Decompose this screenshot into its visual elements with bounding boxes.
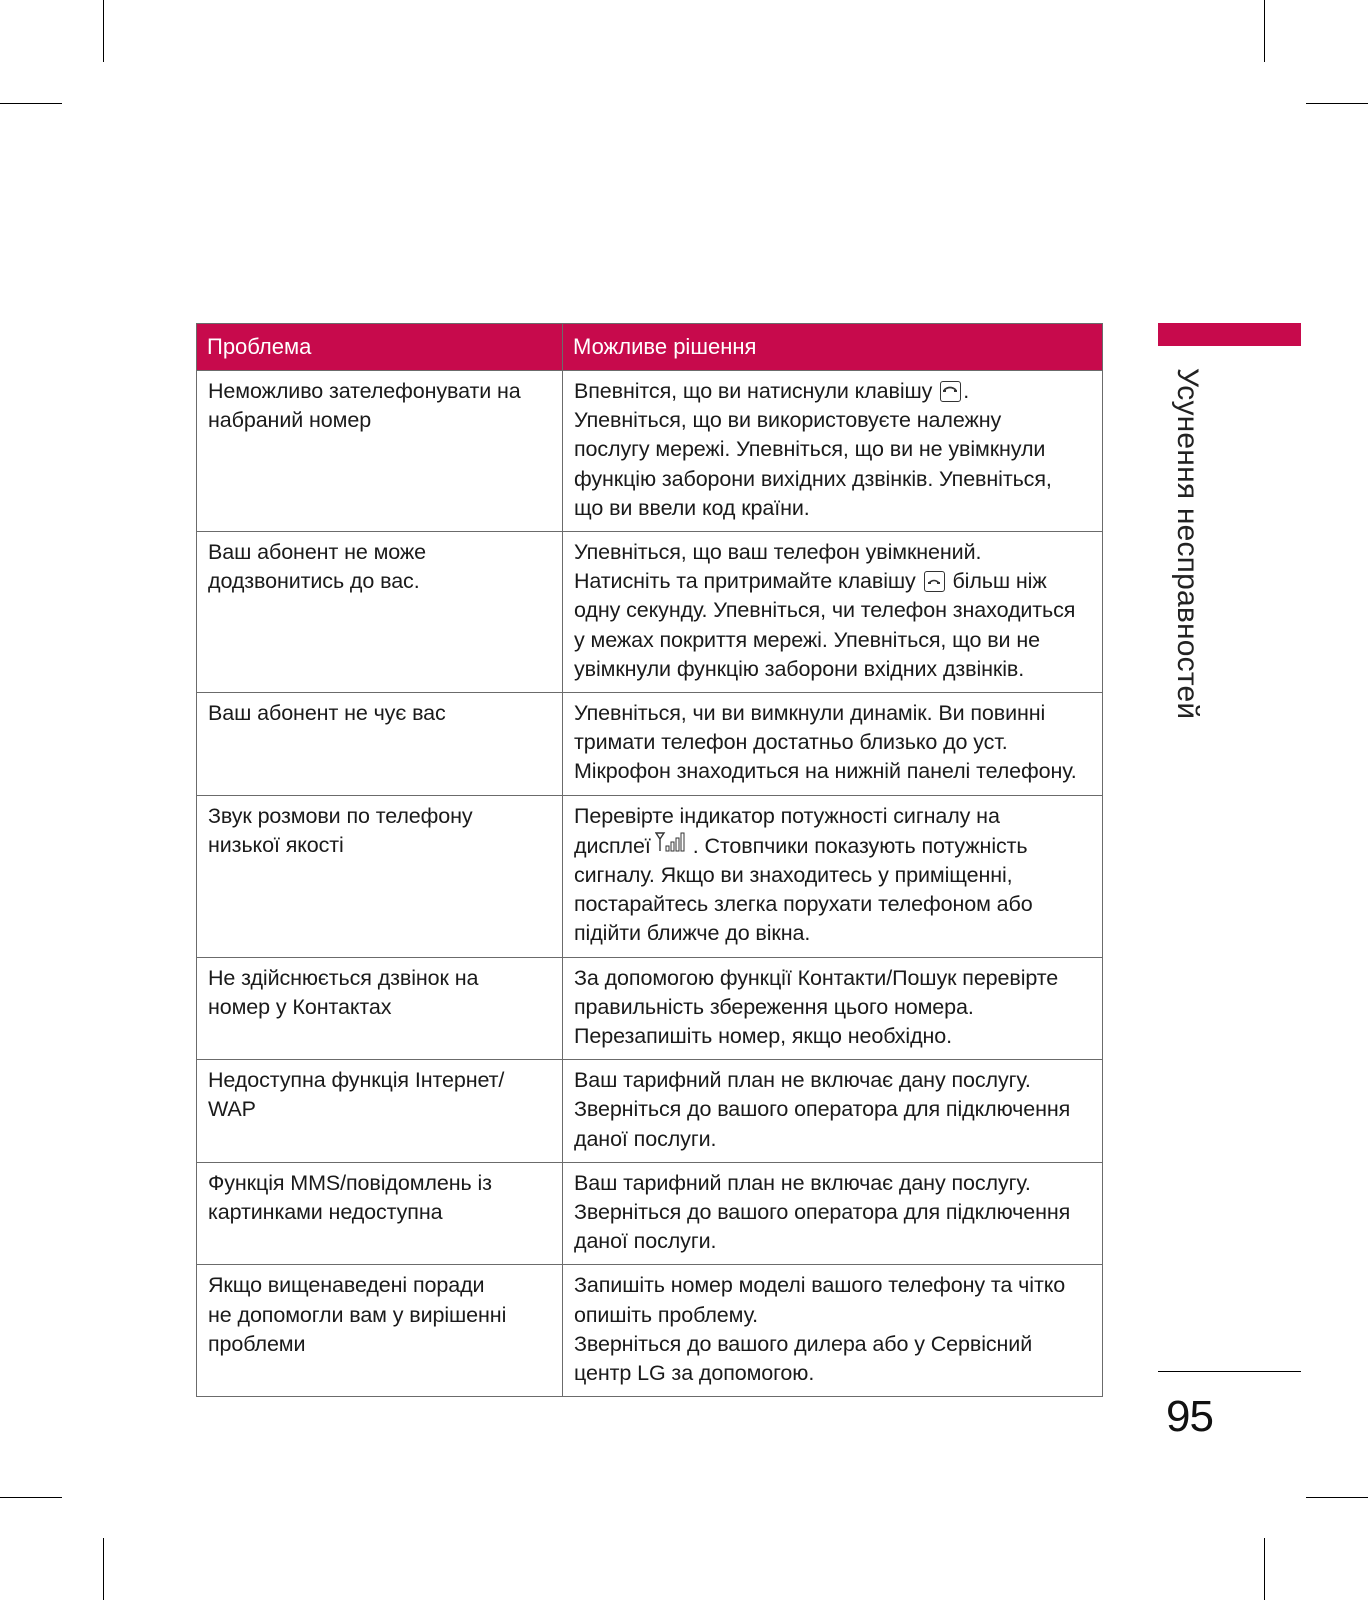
text-line: номер у Контактах	[208, 994, 392, 1019]
solution-cell	[563, 532, 1103, 693]
section-tab-marker	[1158, 323, 1301, 346]
text-line: одну секунду. Упевніться, чи телефон знаходиться	[574, 598, 1076, 623]
page-number: 95	[1166, 1392, 1213, 1441]
text-line: набраний номер	[208, 408, 372, 433]
table-row	[197, 1060, 1103, 1163]
text-line	[574, 831, 1092, 861]
text-line: функцію заборони вихідних дзвінків. Упевніться,	[574, 466, 1052, 491]
send-key-icon	[940, 381, 961, 402]
text-fragment: . Стовпчики показують потужність	[692, 833, 1028, 858]
problem-cell	[197, 795, 563, 957]
text-line: тримати телефон достатньо близько до уст.	[574, 730, 1008, 755]
text-line: Перезапишіть номер, якщо необхідно.	[574, 1024, 953, 1049]
text-fragment: Натисніть та притримайте клавішу	[574, 569, 916, 594]
text-line: Зверніться до вашого дилера або у Сервісний	[574, 1331, 1033, 1356]
crop-mark	[1264, 1538, 1265, 1600]
table-row	[197, 371, 1103, 532]
section-title: Усунення несправностей	[1171, 368, 1204, 720]
crop-mark	[1306, 1497, 1368, 1498]
text-line: Ваш абонент не чує вас	[208, 701, 446, 726]
text-line: низької якості	[208, 832, 344, 857]
text-line: Ваш абонент не може	[208, 540, 427, 565]
crop-mark	[0, 1497, 62, 1498]
text-line: додзвонитись до вас.	[208, 569, 420, 594]
crop-mark	[103, 1538, 104, 1600]
end-key-icon	[924, 571, 945, 592]
text-line: підійти ближче до вікна.	[574, 921, 811, 946]
crop-mark	[0, 103, 62, 104]
text-line: опишіть проблему.	[574, 1302, 758, 1327]
crop-mark	[1264, 0, 1265, 62]
problem-cell	[197, 693, 563, 796]
text-line: Недоступна функція Інтернет/	[208, 1068, 505, 1093]
problem-cell	[197, 1162, 563, 1265]
column-header-problem: Проблема	[197, 324, 563, 371]
text-line: картинками недоступна	[208, 1200, 443, 1225]
text-line: постарайтесь злегка порухати телефоном або	[574, 892, 1033, 917]
crop-mark	[1306, 103, 1368, 104]
table-row	[197, 693, 1103, 796]
table-row	[197, 957, 1103, 1060]
signal-strength-icon	[655, 831, 689, 853]
solution-cell	[563, 693, 1103, 796]
text-line: Зверніться до вашого оператора для підключення	[574, 1097, 1071, 1122]
text-line: Упевніться, чи ви вимкнули динамік. Ви повинні	[574, 701, 1046, 726]
column-header-solution: Можливе рішення	[563, 324, 1103, 371]
table-row	[197, 532, 1103, 693]
text-line: Зверніться до вашого оператора для підключення	[574, 1200, 1071, 1225]
text-line: WAP	[208, 1097, 256, 1122]
text-line: проблеми	[208, 1331, 306, 1356]
table-header-row	[197, 324, 1103, 371]
problem-cell	[197, 1060, 563, 1163]
solution-cell	[563, 371, 1103, 532]
text-line: у межах покриття мережі. Упевніться, що ви не	[574, 627, 1040, 652]
text-line: правильність збереження цього номера.	[574, 994, 974, 1019]
text-fragment: більш ніж	[952, 569, 1047, 594]
text-line: що ви ввели код країни.	[574, 495, 810, 520]
text-line: центр LG за допомогою.	[574, 1361, 815, 1386]
solution-cell	[563, 1162, 1103, 1265]
crop-mark	[103, 0, 104, 62]
text-line: Функція MMS/повідомлень із	[208, 1170, 492, 1195]
solution-cell	[563, 1265, 1103, 1397]
text-line: Перевірте індикатор потужності сигналу на	[574, 803, 1000, 828]
problem-cell	[197, 1265, 563, 1397]
text-line: Упевніться, що ви використовуєте належну	[574, 408, 1002, 433]
text-line: За допомогою функції Контакти/Пошук перевірте	[574, 965, 1059, 990]
problem-cell	[197, 371, 563, 532]
solution-cell	[563, 957, 1103, 1060]
text-line: даної послуги.	[574, 1229, 717, 1254]
text-fragment: Впевнітся, що ви натиснули клавішу	[574, 379, 933, 403]
solution-cell	[563, 795, 1103, 957]
text-line: не допомогли вам у вирішенні	[208, 1302, 507, 1327]
text-line: Ваш тарифний план не включає дану послугу.	[574, 1170, 1031, 1195]
text-line: Якщо вищенаведені поради	[208, 1273, 485, 1298]
text-line: Запишіть номер моделі вашого телефону та чітко	[574, 1273, 1066, 1298]
troubleshooting-table	[196, 323, 1103, 1397]
text-line: Звук розмови по телефону	[208, 803, 473, 828]
text-line: сигналу. Якщо ви знаходитесь у приміщенні,	[574, 863, 1013, 888]
table-row	[197, 1265, 1103, 1397]
table-row	[197, 1162, 1103, 1265]
text-line: послугу мережі. Упевніться, що ви не увімкнули	[574, 437, 1046, 462]
text-line: даної послуги.	[574, 1126, 717, 1151]
text-line: увімкнули функцію заборони вхідних дзвінків.	[574, 656, 1025, 681]
solution-cell	[563, 1060, 1103, 1163]
divider	[1158, 1371, 1301, 1372]
text-line	[574, 567, 1092, 596]
problem-cell	[197, 957, 563, 1060]
text-line: Мікрофон знаходиться на нижній панелі телефону.	[574, 759, 1077, 784]
text-line: Не здійснюється дзвінок на	[208, 965, 479, 990]
problem-cell	[197, 532, 563, 693]
text-line: Неможливо зателефонувати на	[208, 379, 521, 403]
table-row	[197, 795, 1103, 957]
text-line: Ваш тарифний план не включає дану послугу.	[574, 1068, 1031, 1093]
text-line: Впевнітся, що ви натиснули клавішу .	[574, 379, 970, 403]
text-fragment: дисплеї	[574, 833, 651, 858]
text-line: Упевніться, що ваш телефон увімкнений.	[574, 540, 982, 565]
